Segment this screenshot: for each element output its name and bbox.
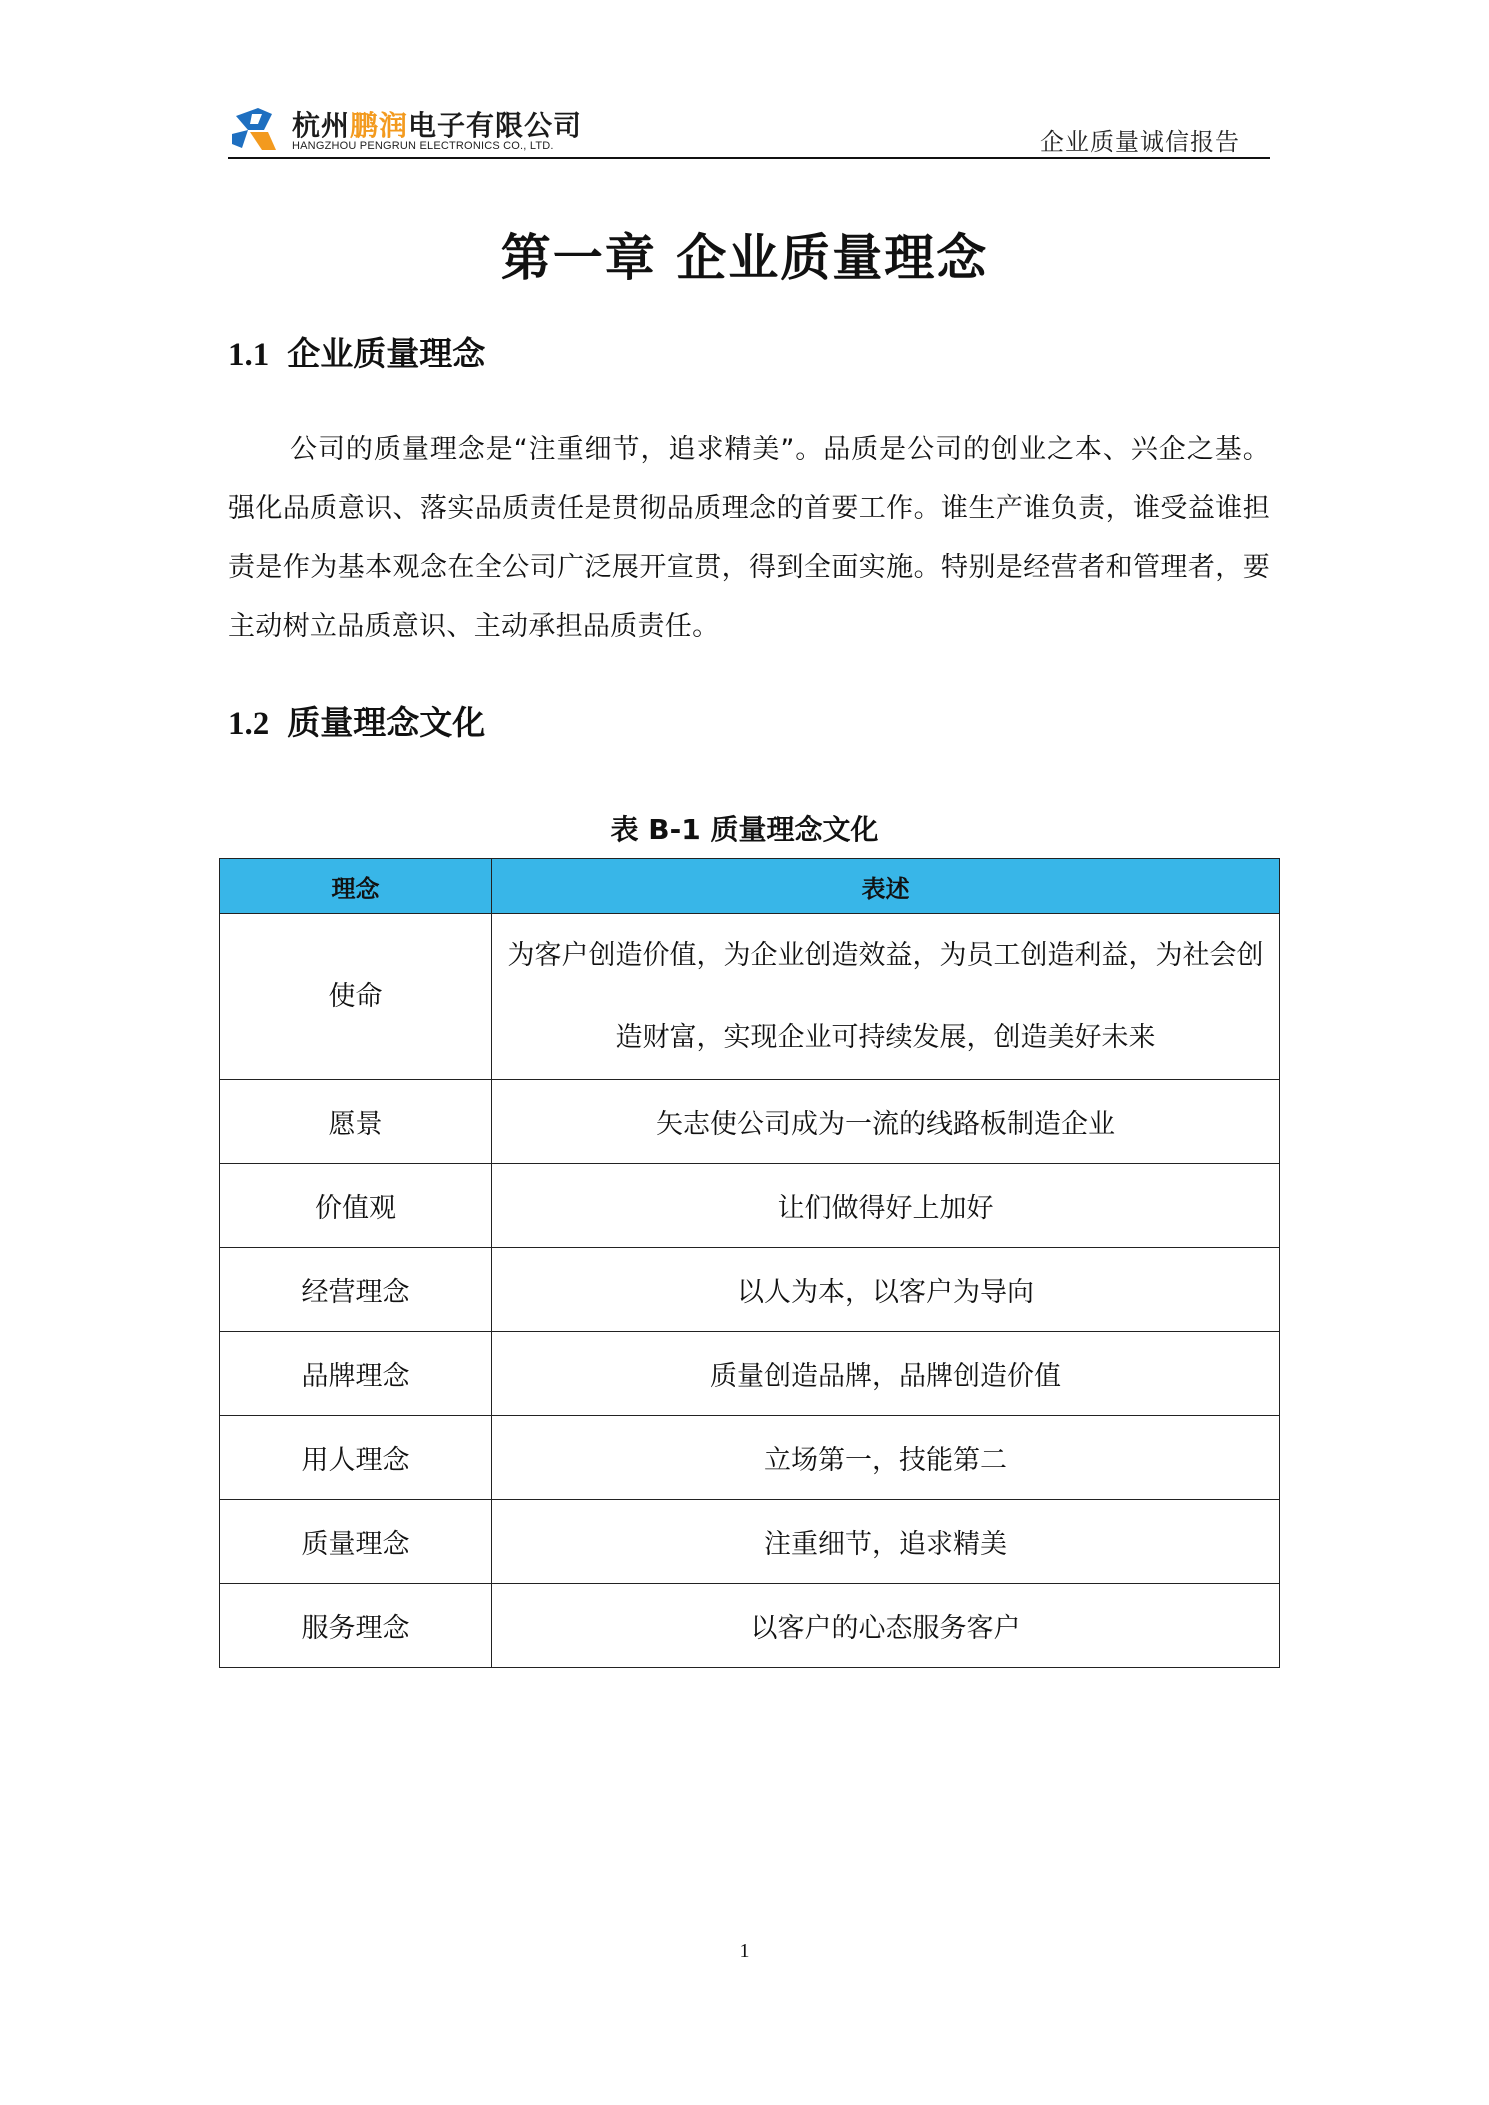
pengrun-logo-icon bbox=[228, 104, 280, 154]
table-cell-description: 以人为本，以客户为导向 bbox=[492, 1248, 1280, 1332]
table-cell-concept: 经营理念 bbox=[220, 1248, 492, 1332]
table-cell-concept: 质量理念 bbox=[220, 1500, 492, 1584]
section-heading-1-1: 1.1 企业质量理念 bbox=[228, 334, 486, 373]
table-row bbox=[220, 1080, 1280, 1164]
body-paragraph: 公司的质量理念是“注重细节，追求精美”。品质是公司的创业之本、兴企之基。强化品质意识、落实品质责任是贯彻品质理念的首要工作。谁生产谁负责，谁受益谁担责是作为基本观念在全公司广泛展开宣贯，得到全面实施。特别是经营者和管理者，要主动树立品质意识、主动承担品质责任。 bbox=[228, 434, 1270, 642]
chapter-title: 第一章 企业质量理念 bbox=[500, 229, 989, 287]
table-cell-description: 立场第一，技能第二 bbox=[492, 1416, 1280, 1500]
table-cell-concept: 服务理念 bbox=[220, 1584, 492, 1668]
page-number: 1 bbox=[739, 1940, 750, 1962]
table-cell-description: 为客户创造价值，为企业创造效益，为员工创造利益，为社会创造财富，实现企业可持续发展，创造美好未来 bbox=[492, 914, 1280, 1080]
page-header bbox=[228, 100, 1270, 158]
table-cell-concept: 价值观 bbox=[220, 1164, 492, 1248]
table-cell-concept: 品牌理念 bbox=[220, 1332, 492, 1416]
table-row bbox=[220, 1164, 1280, 1248]
table-row bbox=[220, 1332, 1280, 1416]
table-cell-description: 让们做得好上加好 bbox=[492, 1164, 1280, 1248]
company-name-en: HANGZHOU PENGRUN ELECTRONICS CO., LTD. bbox=[292, 140, 554, 152]
column-header-description: 表述 bbox=[492, 859, 1280, 914]
column-header-philosophy: 理念 bbox=[220, 859, 492, 914]
quality-philosophy-table bbox=[219, 858, 1280, 1668]
table-cell-concept: 愿景 bbox=[220, 1080, 492, 1164]
table-row bbox=[220, 1248, 1280, 1332]
table-cell-description: 质量创造品牌，品牌创造价值 bbox=[492, 1332, 1280, 1416]
table-cell-description: 注重细节，追求精美 bbox=[492, 1500, 1280, 1584]
table-row bbox=[220, 1416, 1280, 1500]
table-row bbox=[220, 914, 1280, 1080]
table-caption: 表 B-1 质量理念文化 bbox=[610, 813, 879, 846]
report-title: 企业质量诚信报告 bbox=[1040, 128, 1240, 156]
table-cell-description: 矢志使公司成为一流的线路板制造企业 bbox=[492, 1080, 1280, 1164]
header-divider bbox=[228, 157, 1270, 159]
section-heading-1-2: 1.2 质量理念文化 bbox=[228, 703, 486, 742]
table-row bbox=[220, 1500, 1280, 1584]
company-name-cn: 杭州鹏润电子有限公司 bbox=[292, 109, 583, 142]
table-header-row bbox=[220, 859, 1280, 914]
table-cell-description: 以客户的心态服务客户 bbox=[492, 1584, 1280, 1668]
table-cell-concept: 使命 bbox=[220, 914, 492, 1080]
table-row bbox=[220, 1584, 1280, 1668]
table-cell-concept: 用人理念 bbox=[220, 1416, 492, 1500]
